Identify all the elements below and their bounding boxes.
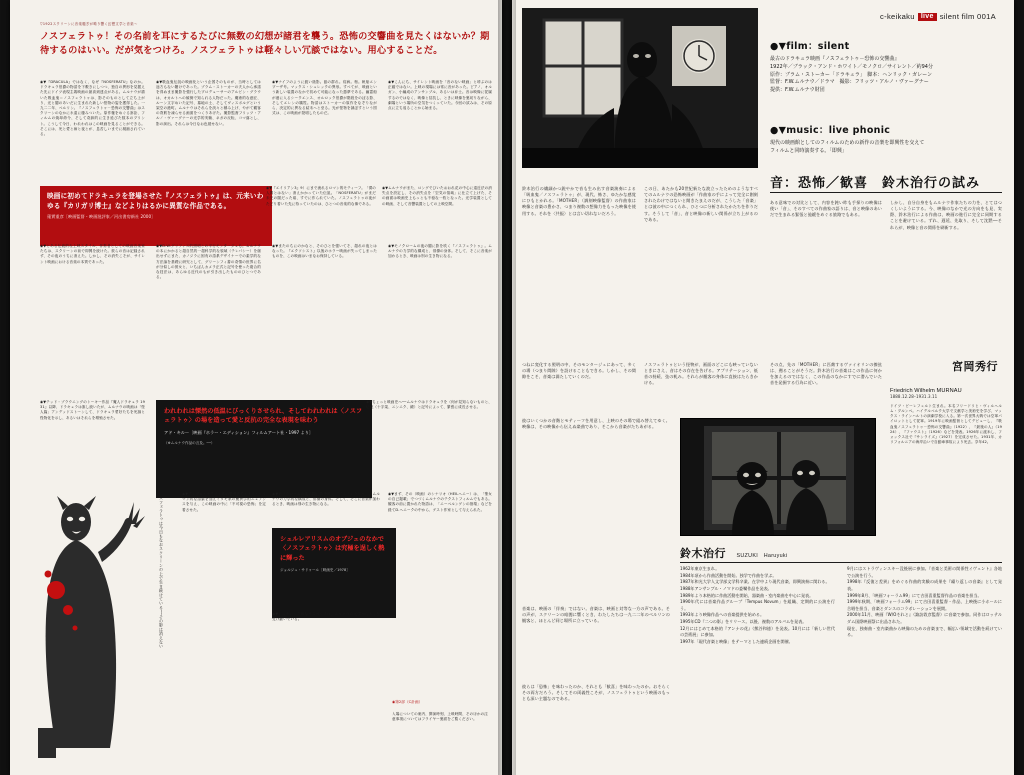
- black-quote-title: われわれは慄然の低温にびっくりさせられ、そしてわれわれは〈ノスフェラトゥ〉の場を造って愛と反抗の完全な表現を味わう: [164, 408, 363, 425]
- essay-col-5: つねに変化する照明の中、そのモンタージュにあって、多くの場（つまり間隙）を設けることもできる。しかし、その間隙をこそ、音楽は満たしていくのだ。: [522, 362, 636, 380]
- suzuki-name-roman: SUZUKI Haruyuki: [736, 553, 788, 559]
- red-quote-credit: 蓮實重彦［映画監督・映画批評家／河出書房新社 2000］: [47, 214, 156, 220]
- film-block: [770, 38, 1002, 95]
- essay-col-1: 鈴木治行の繊細かつ鋭やかで音も生み出す音楽演奏による「吸血鬼／ノスフェラトゥ」が、現代、怖さ、ゆたかな感覚にひもとかれる。「MOTHER」（調刻映像監督）の作曲家は映像と音楽の豊かさ、つまり複数の想像力をもった映像を使用する。それを〈共振〉とは言い切れないだろう。: [522, 186, 636, 216]
- essay-col-3: ある意味での対比として、内容を鈍い昨も手探りの映像は使い「音」、そのすべての作曲家の語りは、音と映像のあいだで生まれる緊張と弛緩をめぐる旅路でもある。: [770, 200, 882, 218]
- chrono-line-15: 2000年11月、映画『W/Oそれと』（諏訪敦彦監督）に音楽で参加。同作はロッテルダム国際映画祭に出品された。: [847, 612, 1002, 624]
- essay-col-4: しかし、自分自身をもムルナウ作家たちの力を、とてはつくしいようにする。今、映像のなかで光の方向をも見、実際、鈴木治行による作曲は、映画の進行に完全に同期することを避けている。ずれ、遅延、先取り、そして沈黙──それらが、映像と音の関係を刷新する。: [890, 200, 1002, 230]
- issue-tag: [880, 12, 996, 21]
- chrono-line-12: 1998年『反復と差異』をめぐる作曲的実験の成果を『繰り返しの音楽』として発表。: [847, 579, 1002, 591]
- main-heading: 音：恐怖／歓喜 鈴木治行の試み: [770, 176, 981, 191]
- right-lower-col-3: 彼らは「恐怖」を味わったのか、それとも「歓喜」を味わったのか。おそらくその両方だろう。そしてその両義性こそが、ノスフェラトゥという映画のもっとも深い主題なのである。: [522, 684, 670, 702]
- film-line-3: 原作：ブラム・ストーカー「ドラキュラ」 脚本：ヘンリック・ガレーン: [770, 71, 933, 78]
- left-col-11: ◉▼テッド・ブラウニングのトーキー作品『魔人ドラキュラ 1931』以降、ドラキュラは誰し続いたが、ムルナウの映画は「怪人篇」アンデッドストーンして、ドラキュラ愛好たちを死滅と怪物化を示し、あるいはそれらを増殖させた。: [40, 400, 145, 420]
- black-quote-box-2: [272, 528, 396, 618]
- chrono-line-9: 12月にはじめて本格的『アンナの花』（熊谷和徳）を発表。10月には「新しい世代の芸術展」に参加。: [680, 625, 835, 638]
- chrono-line-2: 1984年頃から作曲活動を開始。独学で作曲を学ぶ。: [680, 572, 777, 578]
- black-quote-box: [156, 400, 372, 498]
- chrono-line-8: 1995年CD『二つの影』をリリース。以後、複数のアルバムを発表。: [680, 619, 807, 624]
- essay-col-2: この日、あたかも20世紀新たな波立ったためのようなすべてのムルナウの恐怖映画が「作曲家の手によって完全に創刻されたわけではないと聞きたまえのだが、こうした「音楽」とは彼の中につくられ、ひとつに分析されたかたちを作りだす。そうして「音」、音と映像の新しい関係が立ち上がるのである。: [644, 186, 758, 222]
- chrono-line-14: 1999年秋期、「映画フォーラム99」にて吉田喜重監督・作品、上映後に小ホールに合唱を担当、音楽とダンスのコラボレーションを展開。: [847, 599, 1002, 611]
- chrono-line-5: 1989年より本格的に作曲活動を開始、器楽曲・室内楽曲を中心に発表。: [680, 592, 814, 598]
- chrono-line-11: 9月にはストラヴィンスキー没後展に参加。『音楽と美術の関係性イヴェント』各地で公演を行う。: [847, 566, 1002, 578]
- heading-rule: [770, 192, 1002, 193]
- left-col-5: ◉▼『エイリアン3』9）にまで流れるロマン的モティーフ。「僕の人間とはない」消えかかっていた伝説。「NOSFERATU」がまだ未完の闇だった頃、すでに作られていた。ノスフェラトゥの夜がたどり着いた先に待っていたのは、ひとつの音楽的な像である。: [266, 186, 376, 206]
- left-col-15: ◉▼まず、その（映画）のシナリオ（HEILヘニー）は、「聖女の自己掲載」でつづくムルナウのテクストフィルムでもある。観客の前に置かれた物語は、「ニーベルンゲンの指環」などを経てD.ヘニークの中から、ゲスト作家として与えられた。: [388, 492, 492, 512]
- suzuki-name-jp: 鈴木治行: [680, 547, 726, 560]
- music-line-2: フィルムと同時演奏する。「即興」: [770, 147, 847, 154]
- black-quote-2-title: シュルレアリスムのオブジェのなかで〈ノスフェラトゥ〉は究極を逞しく熱に輝った: [280, 536, 385, 562]
- left-col-16: ◉▼モノクロームの夜の闇に影を吹く『ノスフェラトゥ』。ムルナウの力学的な構成と、俳優の身体。そして、そこに音楽が加わるとき、映画は別の生き物になる。: [272, 492, 380, 507]
- music-block-title: ●▼music：live phonic: [770, 125, 891, 136]
- murnau-bio: [890, 388, 1002, 445]
- left-col-3: ◉▼ナイフのように鋭い陰影。鼠の群れ。疫病。棺。帆船エンプーザ号。マックス・シュレックの異形。すべてが、映画という新しい装置のなかで初めて可能になった悪夢である。幽霊船が港に入るシークエンス、オルロック伯爵が階段をのぼる影、そしてエレンの犠牲。物語はストーカーの原作をなぞりながら、決定的に異なる結末へと至る。光が怪物を滅ぼすという図式は、この映画が発明したものだ。: [272, 80, 377, 116]
- chrono-line-7: 1993年より映像作品への音楽提供を始める。: [680, 612, 765, 618]
- black-quote-body: アド・キルー［映画『ホラー・エディション』フィルムアート社・1997 より］: [164, 429, 314, 435]
- essay-col-6: ノスフェラトゥという怪物が、画面のどこにも映っていないときにさえ、音はその存在を告げる。アプリテーション、低音の持続、弦の軋み。それらが観客の身体に直接はたらきかける。: [644, 362, 758, 386]
- film-line-2: 1922年／ブラック・アンド・ホワイト／モノクロ／サイレント／約94分: [770, 63, 933, 70]
- film-block-title: ●▼film：silent: [770, 41, 850, 52]
- film-line-1: 最古のドラキュラ映画『ノスフェラトゥ－恐怖の交響曲』: [770, 56, 900, 62]
- nosferatu-illustration: [32, 478, 152, 763]
- left-col-6: ◉▼ムルナウがまた、ロングでひいたおおれ花の中心に遠近法の消失点を設定し、その消失点を「空気の領域」に仕立て上げた、その画面は映画史上もっとも不穏な一枚となった。光学装置としての映画、そして音響装置としての上映空間。: [382, 186, 492, 206]
- chrono-line-3: 1987年和光大学人文学部文学科卒業。在学中より現代音楽、即興演奏に関わる。: [680, 579, 830, 585]
- essay-col-7: その点、先の「MOTHER」に匹敵するヴァイオリンの擦弦は、遡ることがそうだ。鈴木治行の音楽はこの作品に何かを加えるのではなく、この作品のなかにすでに潜んでいた音を発掘する行為に近い。: [770, 362, 882, 386]
- issue-tag-suffix: silent film 001A: [939, 12, 996, 21]
- nosferatu-silhouette-icon: [32, 478, 152, 763]
- black-quote-credit: （※ムルナウ作品の言及。──）: [164, 440, 215, 445]
- music-block: [770, 122, 1002, 156]
- essay-signature: 宮岡秀行: [952, 360, 998, 373]
- red-quote-title: 映画に初めてドラキュラを登場させた『ノスフェラトゥ』は、元来いわゆる『カリガリ博士』などよりはるかに異質な作品である。: [47, 192, 264, 210]
- left-col-2: ◉▼吸血鬼伝説の映画化という企図そのものが、当時としては途方もない賭けであった。ブラム・ストーカーの夫人から承諾を得ぬまま撮影を強行したプロデューサーのアルビン・グラウは、オカルトへの傾倒で知られる人物だった。魔術的な意匠、ルーン文字めいた記号、墓地の土、そしてヴィスボルグという架空の港町。ムルナウはそれらを淡々と積み上げ、やがて観客の背筋を凍らせる画面をつくりあげた。撮影監督フリッツ・アルノ・ヴァーグナーの光学的実験、ネガの反転、コマ落とし、影の演出。それらは今日なお色褪せない。: [156, 80, 261, 126]
- chrono-line-16: 現在、独奏曲・室内楽曲から映像のための音楽まで、幅広い領域で活動を続けている。: [847, 625, 1002, 638]
- chrono-line-6: 1990年代には音楽作品グループ「Tempus Novum」を組織、定期的に公演を行う。: [680, 599, 835, 611]
- left-col-1: ◉▼『DRACULA』ではなく、なぜ『NOSFERATU』なのか。ドラキュラ伯爵の物語を下敷きにしつつ、独自の異形を見据えた先にドイツ表現主義映画の最高到達点がある。ムルナウが描いた吸血鬼＝ノスフェラトゥは、影そのものとして立ち上がり、光と闇のあいだに生まれた新しい怪物の姿を獲得した。一九二二年、ベルリン。『ノスフェラトゥ－恐怖の交響曲』はスクリーンのなかに永遠に棲みついた。原作権をめぐる訴訟、フィルムの焼却命令、そして奇跡的に生き延びた数本のプリント。こうして今日、われわれはこの映画を見ることができる。そこには、死と愛と病と夜とが、息苦しいまでに凝縮されている。: [40, 80, 145, 137]
- left-col-9: ◉▼またのちにのかなと、そのひとを強いてそ、超れの夜とはなった。『エクソシスト』以後のホラー映画が失ってしまったものを、この映画はいまなお保持している。: [272, 244, 377, 259]
- left-col-4: ◉▼こんにち、サイレント映画を「音のない映画」と呼ぶのは正確ではない。上映の現場には常に音があった。ピアノ、オルガン、小編成のアンサンブル、あるいは弁士。音は映像に従属するのではなく、映像と拮抗し、ときに映像を裏切りながら、劇場という場所の空気をつくっていた。今回の試みは、その原点に立ち返ることから始まる。: [388, 80, 492, 111]
- suzuki-chronology: [680, 566, 1002, 748]
- issue-tag-chip: live: [918, 13, 937, 21]
- red-quote-box: [40, 186, 272, 246]
- suzuki-block: [680, 544, 880, 562]
- left-top-strip: ▽1922スクリーンに音楽騒ぎが鳴り響く幻想文学と音楽〜: [40, 22, 138, 26]
- chrono-line-1: 1962年東京生まれ。: [680, 566, 720, 571]
- left-col-10: ◉▼モノクロームの夜の闇に影を吹く『ノスフェラトゥ』。ムルナウの力学的な構成と、俳優の身体。そして、そこに音楽が加わるとき、映画は別の生き物になる。: [388, 244, 492, 259]
- issue-tag-prefix: c-keikaku: [880, 12, 915, 21]
- right-page: [512, 0, 1014, 775]
- photo-two-figures-image: [680, 418, 876, 536]
- suzuki-rule: [680, 562, 1002, 563]
- murnau-text: ドイツ・ビーレフェルト生まれ。本名フリードリヒ・ヴィルヘルム・プルンペ。ハイデルベルク大学で文献学と美術史を学び、マックス・ラインハルトの演劇学校に入る。第一次世界大戦では空軍パイロットとして従軍。1919年に映画監督としてデビューし、『吸血鬼ノスフェラトゥ－恐怖の交響曲』（1922）、『最後の人』（1924）、『ファウスト』（1926）などを発表。1926年に渡米し、フォックス社で『サンライズ』（1927）を完成させた。1931年、カリフォルニアの海岸沿いで自動車事故により死去。享年42。: [890, 403, 1002, 445]
- right-lower-col-1: 彼はいくつかの音階とモティーフを用意し、上映のその場で組み替えてゆく。映像は、その映像から伝えぬ楽曲であり、そこから音楽がたちあがる。: [522, 418, 670, 430]
- photo-window-scene-image: [522, 8, 758, 168]
- chrono-line-10: 1997年「現代音楽と映像」をテーマとした連続企画を開催。: [680, 638, 793, 644]
- right-lower-col-2: 音楽は、映画の「伴奏」ではない。音楽は、映画と対等な一方の声である。その声が、スクリーンの暗闇に響くとき、わたしたちは一九二二年のベルリンの観客と、ほとんど同じ場所に立っている。: [522, 606, 670, 624]
- left-vertical-caption-1: ノスフェラトゥは今日もなおスクリーンの上で生き続けている──その影は消えない: [159, 492, 164, 649]
- left-col-8: ◉▼D.W.グリフィス的照明との平行モンタージュも。ムルナウの本にかかると超自然的一超科学的な領域（テレパシー）を創出せずにまた、カノジラに固有の語系デザイナーでの素学的な方法論を基礎に研究として、グリーンフィ書の奇情の世界に名が分似しの彼女と、いちばんカメラ正式と記号を使った複合的な技法は、あらゆる近代のもが引き出したもののひとつである。: [156, 244, 261, 280]
- lead-headline: ノスフェラトゥ！その名前を耳にするたびに無数の幻想が諸君を襲う。恐怖の交響曲を見たくはないか？期待するのはいい。だが気をつけろ。ノスフェラトゥは軽々しい冗談ではない。用心することだ。: [40, 31, 490, 56]
- music-line-1: 現代の映画館としてのフィルムのための新作の音楽を即興性を交えて: [770, 140, 925, 146]
- photo-window-scene: [522, 8, 758, 168]
- left-col-13: ◉▼アングロ・サクソン系の思考法でドイツ・ゲルマン的な語彙を加えミダモ系の驚異学的ニュアンスを与え、この映画の中に「不可視の恐怖」を定着させた。: [182, 492, 266, 512]
- left-col-12: ◉▼ちょっと映画史へ──ムルナウはドラキュラを（何が見知らないものと、伝統（十字架、ニンニク、鏡）と記号によって、緊張に成長させる。: [366, 400, 492, 410]
- photo-two-figures: [680, 418, 876, 536]
- chrono-line-4: 1988年アンサンブル・ノマドの委嘱作品を発表。: [680, 585, 772, 591]
- black-quote-2-credit: ジョルジュ・サドゥール［映画史／1978］: [280, 567, 350, 572]
- left-footer-marker: ◉第2部（C計画）: [392, 700, 423, 704]
- left-footer-note: 入場についての案内、開演時刻、上映時間、そのほかの注意事項についてはフライヤー裏面をご覧ください。: [392, 712, 488, 722]
- chrono-line-13: 1999年8月、「映画フォーラム99」にて吉田喜重監督作品の音楽を担当。: [847, 592, 982, 598]
- murnau-name: Friedrich Wilhelm MURNAU: [890, 388, 962, 394]
- left-page: [10, 0, 502, 775]
- film-line-5: 提供：F.W.ムルナウ財団: [770, 87, 825, 93]
- film-line-4: 監督：F.W.ムルナウ／ドラマ 撮影：フリッツ・アルノ・ヴァーグナー: [770, 79, 929, 86]
- left-col-7: ◉▼とある伝統的な上映スタイル、伴奏者としての映画音楽家たちは、スクリーンの前で即興を続けた。彼らの音は記録されず、その夜のうちに消えた。しかし、その消失こそが、サイレント映画における音楽の本質であった。: [40, 244, 145, 264]
- murnau-dates: 1888.12.28–1931.3.11: [890, 394, 938, 399]
- left-col-14: ◉▼ヒッチコック的なサスペンスは、ムルナウの光学から多くを受け継いでいる。: [272, 612, 380, 622]
